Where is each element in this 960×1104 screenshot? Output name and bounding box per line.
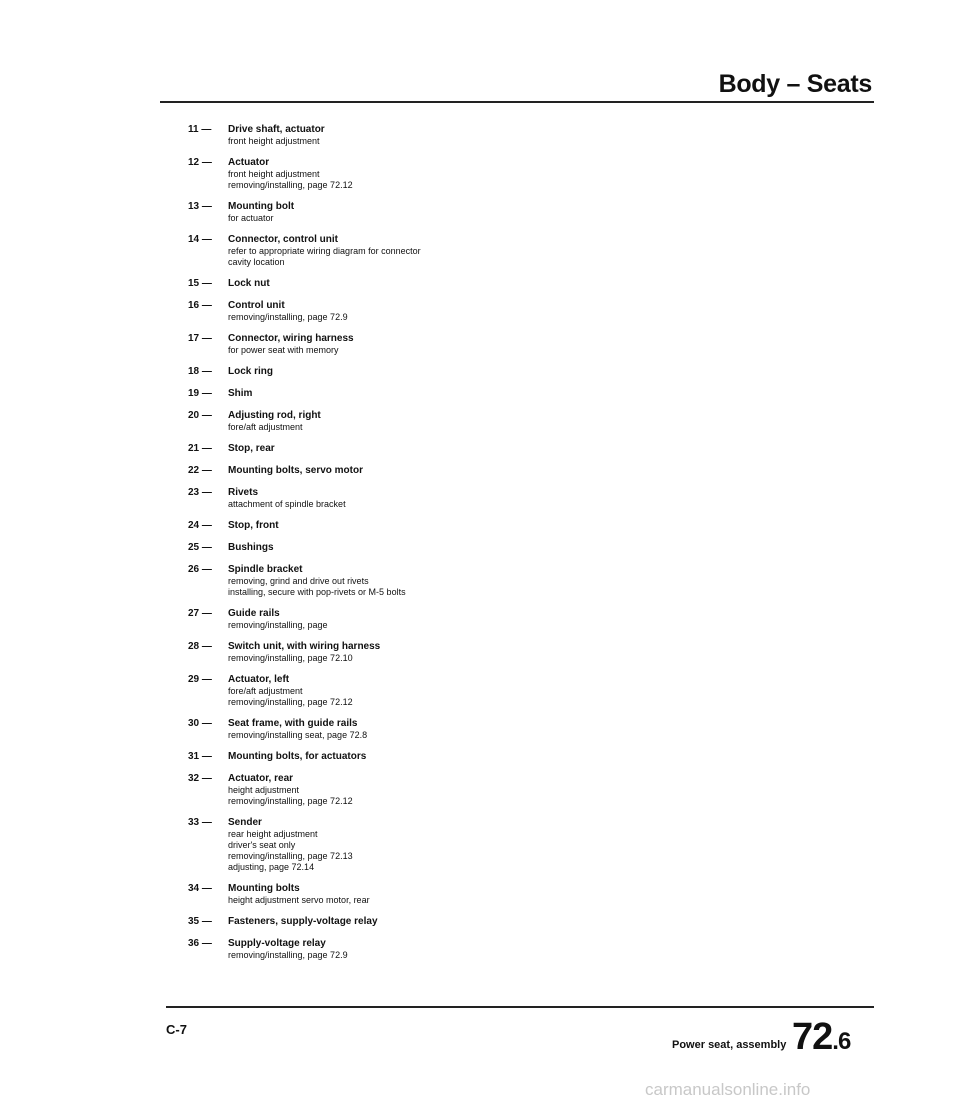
watermark: carmanualsonline.info (645, 1080, 811, 1099)
item-body (228, 564, 748, 598)
item-title: Switch unit, with wiring harness (228, 641, 381, 652)
list-item (188, 520, 748, 532)
item-title: Shim (228, 388, 253, 399)
list-item (188, 201, 748, 224)
item-body (228, 124, 748, 147)
item-title: Actuator (228, 157, 270, 168)
item-body (228, 718, 748, 741)
header-rule (160, 101, 874, 103)
item-number: 24 — (188, 520, 212, 531)
item-title: Mounting bolts, for actuators (228, 751, 367, 762)
item-note: for power seat with memory (228, 345, 339, 355)
item-note: removing/installing, page (228, 620, 328, 630)
item-number: 31 — (188, 751, 212, 762)
item-note: fore/aft adjustment (228, 422, 303, 432)
item-number: 35 — (188, 916, 212, 927)
list-item (188, 641, 748, 664)
item-title: Mounting bolts, servo motor (228, 465, 363, 476)
item-title: Sender (228, 817, 262, 828)
footer-caption: Power seat, assembly (672, 1039, 787, 1051)
item-body (228, 410, 748, 433)
item-number: 15 — (188, 278, 212, 289)
item-number: 25 — (188, 542, 212, 553)
item-note: removing/installing seat, page 72.8 (228, 730, 368, 740)
item-body (228, 817, 748, 873)
item-number: 21 — (188, 443, 212, 454)
list-item (188, 564, 748, 598)
item-note: removing/installing, page 72.12 (228, 180, 353, 190)
item-number: 27 — (188, 608, 212, 619)
item-title: Rivets (228, 487, 259, 498)
item-body (228, 883, 748, 906)
item-number: 32 — (188, 773, 212, 784)
list-item (188, 388, 748, 400)
item-number: 14 — (188, 234, 212, 245)
item-title: Mounting bolt (228, 201, 295, 212)
list-item (188, 366, 748, 378)
parts-list (188, 124, 748, 971)
item-note: removing/installing, page 72.13 (228, 851, 353, 861)
item-note: removing/installing, page 72.9 (228, 950, 348, 960)
list-item (188, 718, 748, 741)
item-body (228, 443, 748, 455)
item-body (228, 300, 748, 323)
item-number: 36 — (188, 938, 212, 949)
footer-rule (166, 1006, 874, 1008)
item-note: installing, secure with pop-rivets or M-5 bolts (228, 587, 406, 597)
item-body (228, 388, 748, 400)
list-item (188, 410, 748, 433)
list-item (188, 124, 748, 147)
item-title: Drive shaft, actuator (228, 124, 325, 135)
item-number: 22 — (188, 465, 212, 476)
page-number (792, 1016, 850, 1059)
item-body (228, 674, 748, 708)
item-body (228, 157, 748, 191)
item-body (228, 278, 748, 290)
item-note: rear height adjustment (228, 829, 318, 839)
item-note: cavity location (228, 257, 285, 267)
item-note: attachment of spindle bracket (228, 499, 346, 509)
item-title: Spindle bracket (228, 564, 303, 575)
list-item (188, 465, 748, 477)
item-title: Lock ring (228, 366, 274, 377)
list-item (188, 916, 748, 928)
list-item (188, 773, 748, 807)
page-title: Body – Seats (718, 70, 872, 98)
item-title: Bushings (228, 542, 274, 553)
item-body (228, 542, 748, 554)
item-body (228, 641, 748, 664)
list-item (188, 674, 748, 708)
item-number: 18 — (188, 366, 212, 377)
item-title: Stop, front (228, 520, 279, 531)
item-number: 26 — (188, 564, 212, 575)
list-item (188, 883, 748, 906)
item-title: Seat frame, with guide rails (228, 718, 358, 729)
item-note: removing/installing, page 72.9 (228, 312, 348, 322)
item-number: 17 — (188, 333, 212, 344)
item-title: Connector, control unit (228, 234, 338, 245)
item-number: 23 — (188, 487, 212, 498)
item-title: Mounting bolts (228, 883, 300, 894)
item-note: front height adjustment (228, 169, 320, 179)
item-body (228, 234, 748, 268)
item-note: height adjustment servo motor, rear (228, 895, 370, 905)
item-title: Supply-voltage relay (228, 938, 326, 949)
list-item (188, 608, 748, 631)
item-note: removing/installing, page 72.12 (228, 697, 353, 707)
item-number: 30 — (188, 718, 212, 729)
item-number: 13 — (188, 201, 212, 212)
item-title: Adjusting rod, right (228, 410, 321, 421)
item-note: adjusting, page 72.14 (228, 862, 315, 872)
item-number: 33 — (188, 817, 212, 828)
item-body (228, 938, 748, 961)
list-item (188, 487, 748, 510)
item-body (228, 465, 748, 477)
list-item (188, 938, 748, 961)
item-note: removing, grind and drive out rivets (228, 576, 369, 586)
item-note: removing/installing, page 72.10 (228, 653, 353, 663)
item-title: Stop, rear (228, 443, 275, 454)
item-number: 12 — (188, 157, 212, 168)
item-title: Connector, wiring harness (228, 333, 354, 344)
item-note: for actuator (228, 213, 274, 223)
item-note: removing/installing, page 72.12 (228, 796, 353, 806)
list-item (188, 234, 748, 268)
list-item (188, 542, 748, 554)
item-body (228, 608, 748, 631)
item-number: 11 — (188, 124, 212, 135)
list-item (188, 300, 748, 323)
item-number: 16 — (188, 300, 212, 311)
list-item (188, 443, 748, 455)
item-body (228, 773, 748, 807)
item-body (228, 366, 748, 378)
item-number: 34 — (188, 883, 212, 894)
item-number: 29 — (188, 674, 212, 685)
list-item (188, 333, 748, 356)
item-body (228, 487, 748, 510)
list-item (188, 278, 748, 290)
item-note: driver's seat only (228, 840, 296, 850)
item-note: fore/aft adjustment (228, 686, 303, 696)
item-title: Actuator, left (228, 674, 290, 685)
item-title: Guide rails (228, 608, 280, 619)
list-item (188, 751, 748, 763)
item-note: front height adjustment (228, 136, 320, 146)
item-title: Control unit (228, 300, 285, 311)
item-title: Fasteners, supply-voltage relay (228, 916, 378, 927)
item-body (228, 201, 748, 224)
item-note: height adjustment (228, 785, 300, 795)
item-body (228, 916, 748, 928)
list-item (188, 817, 748, 873)
item-title: Lock nut (228, 278, 270, 289)
item-note: refer to appropriate wiring diagram for connector (228, 246, 421, 256)
page-number-minor: .6 (832, 1028, 851, 1055)
item-body (228, 333, 748, 356)
item-body (228, 520, 748, 532)
item-number: 19 — (188, 388, 212, 399)
list-item (188, 157, 748, 191)
item-body (228, 751, 748, 763)
item-number: 20 — (188, 410, 212, 421)
item-number: 28 — (188, 641, 212, 652)
item-title: Actuator, rear (228, 773, 294, 784)
page-number-major: 72 (792, 1016, 833, 1058)
footer-code: C-7 (166, 1022, 187, 1037)
